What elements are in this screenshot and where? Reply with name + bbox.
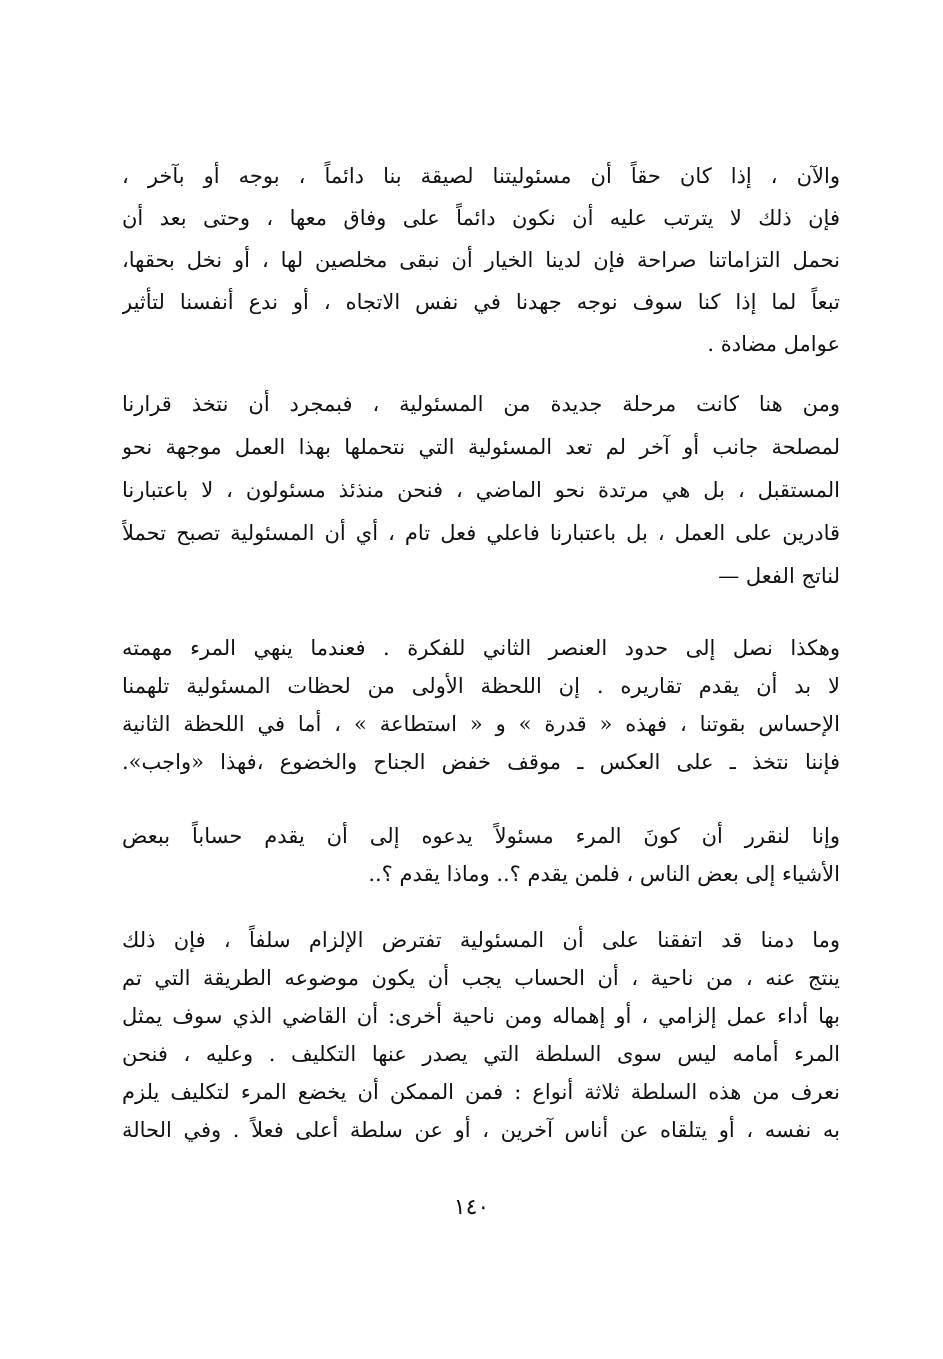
text-line: الأشياء إلى بعض الناس ، فلمن يقدم ؟.. وماذا يقدم ؟.. bbox=[368, 862, 840, 886]
text-line: بها أداء عمل إلزامي ، أو إهماله ومن ناحية أخرى: أن القاضي الذي سوف يمثل bbox=[122, 1004, 840, 1028]
text-line: لمصلحة جانب أو آخر لم تعد المسئولية التي نتحملها بهذا العمل موجهة نحو bbox=[122, 435, 840, 459]
text-line: المرء أمامه ليس سوى السلطة التي يصدر عنها التكليف . وعليه ، فنحن bbox=[122, 1042, 840, 1066]
text-line: ينتج عنه ، من ناحية ، أن الحساب يجب أن يكون موضوعه الطريقة التي تم bbox=[122, 966, 840, 990]
text-line: وما دمنا قد اتفقنا على أن المسئولية تفترض الإلزام سلفاً ، فإن ذلك bbox=[122, 928, 840, 952]
text-line: نحمل التزاماتنا صراحة فإن لدينا الخيار أن نبقى مخلصين لها ، أو نخل بحقها، bbox=[122, 248, 840, 272]
text-line: وإنا لنقرر أن كونَ المرء مسئولاً يدعوه إلى أن يقدم حساباً ببعض bbox=[122, 824, 840, 848]
text-line: والآن ، إذا كان حقاً أن مسئوليتنا لصيقة بنا دائماً ، بوجه أو بآخر ، bbox=[122, 164, 840, 188]
text-line: عوامل مضادة . bbox=[707, 332, 840, 356]
text-line: المستقبل ، بل هي مرتدة نحو الماضي ، فنحن منذئذ مسئولون ، لا باعتبارنا bbox=[122, 478, 840, 502]
text-line: لناتج الفعل — bbox=[718, 564, 840, 588]
text-line: نعرف من هذه السلطة ثلاثة أنواع : فمن الممكن أن يخضع المرء لتكليف يلزم bbox=[122, 1080, 840, 1104]
text-line: قادرين على العمل ، بل باعتبارنا فاعلي فعل تام ، أي أن المسئولية تصبح تحملاً bbox=[122, 521, 840, 545]
text-line: فإننا نتخذ ـ على العكس ـ موقف خفض الجناح والخضوع ،فهذا «واجب». bbox=[122, 750, 840, 774]
text-line: وهكذا نصل إلى حدود العنصر الثاني للفكرة . فعندما ينهي المرء مهمته bbox=[122, 636, 840, 660]
text-line: الإحساس بقوتنا ، فهذه « قدرة » و « استطاعة » ، أما في اللحظة الثانية bbox=[122, 712, 840, 736]
text-line: تبعاً لما إذا كنا سوف نوجه جهدنا في نفس الاتجاه ، أو ندع أنفسنا لتأثير bbox=[122, 290, 840, 314]
text-line: به نفسه ، أو يتلقاه عن أناس آخرين ، أو عن سلطة أعلى فعلاً . وفي الحالة bbox=[122, 1118, 840, 1142]
text-line: ومن هنا كانت مرحلة جديدة من المسئولية ، فبمجرد أن نتخذ قرارنا bbox=[122, 392, 840, 416]
text-line: لا بد أن يقدم تقاريره . إن اللحظة الأولى من لحظات المسئولية تلهمنا bbox=[122, 674, 840, 698]
page-number: ١٤٠ bbox=[453, 1195, 490, 1220]
text-line: فإن ذلك لا يترتب عليه أن نكون دائماً على وفاق معها ، وحتى بعد أن bbox=[122, 206, 840, 230]
